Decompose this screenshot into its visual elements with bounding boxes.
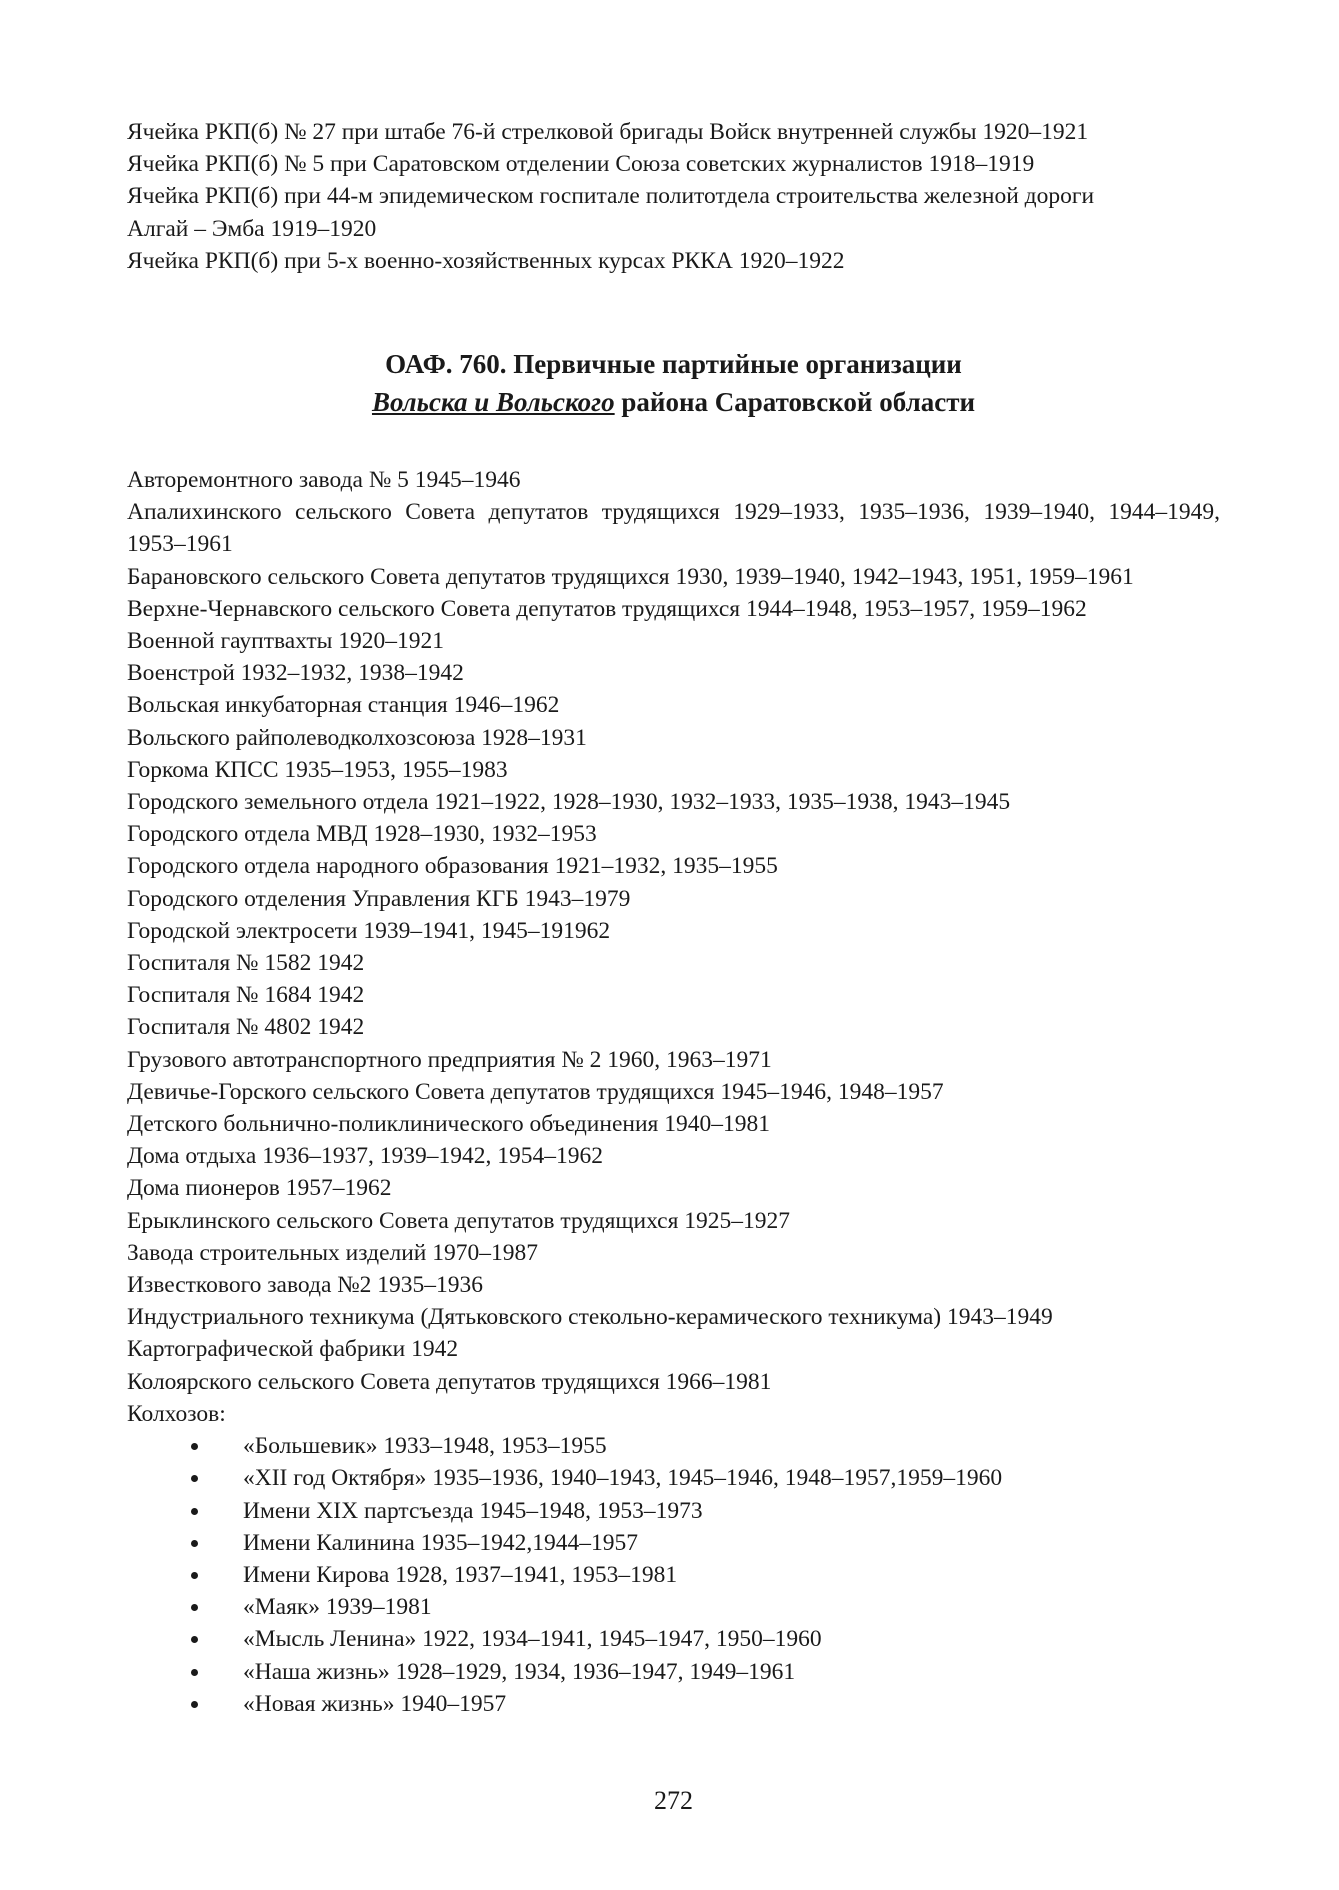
list-item: Барановского сельского Совета депутатов трудящихся 1930, 1939–1940, 1942–1943, 1951, 1959–1961 [127,563,1134,590]
list-item: Госпиталя № 1684 1942 [127,982,365,1009]
kolkhoz-item-text: «Маяк» 1939–1981 [243,1594,432,1621]
list-item: Завода строительных изделий 1970–1987 [127,1239,538,1266]
list-item: Дома отдыха 1936–1937, 1939–1942, 1954–1962 [127,1143,603,1170]
kolkhoz-item-text: Имени Калинина 1935–1942,1944–1957 [243,1529,639,1556]
list-item: Вольского райполеводколхозсоюза 1928–1931 [127,724,587,751]
bullet-icon [191,1540,198,1547]
bullet-icon [191,1475,198,1482]
list-item: Городского отделения Управления КГБ 1943–1979 [127,885,631,912]
list-item: Картографической фабрики 1942 [127,1336,459,1363]
list-item: Военстрой 1932–1932, 1938–1942 [127,660,464,687]
list-item: Госпиталя № 1582 1942 [127,950,365,977]
kolkhoz-item [127,1688,1220,1720]
list-item: Авторемонтного завода № 5 1945–1946 [127,467,521,493]
bullet-icon [191,1701,198,1708]
kolkhoz-item-text: «Наша жизнь» 1928–1929, 1934, 1936–1947, 1949–1961 [243,1658,796,1685]
list-item: Апалихинского сельского Совета депутатов трудящихся 1929–1933, 1935–1936, 1939–1940, 1944–1949, 1953–1961 [127,499,1220,558]
kolkhoz-item-text: «XII год Октября» 1935–1936, 1940–1943, 1945–1946, 1948–1957,1959–1960 [243,1465,1003,1492]
bullet-icon [191,1604,198,1611]
kolkhoz-item-text: «Мысль Ленина» 1922, 1934–1941, 1945–1947, 1950–1960 [243,1626,822,1653]
top-entry: Ячейка РКП(б) № 5 при Саратовском отделении Союза советских журналистов 1918–1919 [127,151,1035,178]
kolkhoz-item-text: «Новая жизнь» 1940–1957 [243,1690,507,1717]
kolkhoz-item [127,1527,1220,1559]
kolkhoz-item [127,1656,1220,1688]
heading-rest-text: района Саратовской области [614,387,976,417]
list-item: Вольская инкубаторная станция 1946–1962 [127,692,560,719]
section-heading [127,345,1220,421]
heading-line-2 [127,383,1220,421]
list-item: Госпиталя № 4802 1942 [127,1014,365,1041]
list-item: Девичье-Горского сельского Совета депутатов трудящихся 1945–1946, 1948–1957 [127,1078,944,1105]
heading-line-1: ОАФ. 760. Первичные партийные организации [385,349,962,379]
top-entries [127,116,1220,277]
list-item: Детского больнично-поликлинического объединения 1940–1981 [127,1111,770,1138]
list-item: Горкома КПСС 1935–1953, 1955–1983 [127,756,508,783]
list-item-kolkhozy-label: Колхозов: [127,1400,226,1427]
list-item: Ерыклинского сельского Совета депутатов трудящихся 1925–1927 [127,1207,791,1234]
kolkhoz-item-text: «Большевик» 1933–1948, 1953–1955 [243,1433,607,1460]
top-entry: Ячейка РКП(б) при 5-х военно-хозяйственных курсах РККА 1920–1922 [127,247,845,274]
list-item: Военной гауптвахты 1920–1921 [127,628,445,655]
kolkhoz-item [127,1430,1220,1462]
list-item: Дома пионеров 1957–1962 [127,1175,392,1202]
list-item: Верхне-Чернавского сельского Совета депутатов трудящихся 1944–1948, 1953–1957, 1959–1962 [127,595,1087,622]
kolkhoz-item [127,1462,1220,1494]
top-entry: Ячейка РКП(б) № 27 при штабе 76-й стрелковой бригады Войск внутренней службы 1920–1921 [127,119,1089,145]
kolkhoz-item [127,1559,1220,1591]
top-entry: Ячейка РКП(б) при 44-м эпидемическом госпитале политотдела строительства железной дороги [127,183,1095,210]
list-item: Городской электросети 1939–1941, 1945–191962 [127,917,611,944]
list-item: Известкового завода №2 1935–1936 [127,1272,484,1299]
list-item: Городского отдела народного образования 1921–1932, 1935–1955 [127,853,778,880]
document-page [127,0,1220,1890]
list-item: Городского отдела МВД 1928–1930, 1932–1953 [127,821,597,848]
kolkhoz-list [127,1430,1220,1720]
kolkhoz-item [127,1623,1220,1655]
bullet-icon [191,1669,198,1676]
kolkhoz-item-text: Имени Кирова 1928, 1937–1941, 1953–1981 [243,1561,678,1588]
list-item: Городского земельного отдела 1921–1922, 1928–1930, 1932–1933, 1935–1938, 1943–1945 [127,789,1011,816]
page-number: 272 [654,1786,693,1815]
heading-underlined-text: Вольска и Вольского [371,387,615,417]
bullet-icon [191,1636,198,1643]
bullet-icon [191,1572,198,1579]
kolkhoz-item [127,1495,1220,1527]
list-item: Колоярского сельского Совета депутатов трудящихся 1966–1981 [127,1368,772,1395]
bullet-icon [191,1508,198,1515]
bullet-icon [191,1443,198,1450]
kolkhoz-item [127,1591,1220,1623]
top-entry: Алгай – Эмба 1919–1920 [127,215,377,242]
list-item: Грузового автотранспортного предприятия № 2 1960, 1963–1971 [127,1046,772,1073]
list-item: Индустриального техникума (Дятьковского стекольно-керамического техникума) 1943–1949 [127,1304,1053,1331]
kolkhoz-item-text: Имени XIX партсъезда 1945–1948, 1953–1973 [243,1497,703,1524]
organization-list [127,464,1220,1720]
